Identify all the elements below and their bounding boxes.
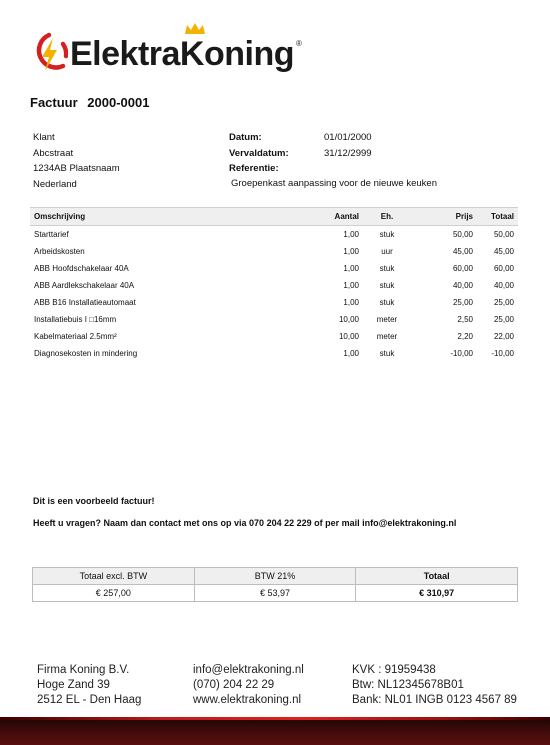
invoice-label: Factuur (30, 95, 78, 110)
col-price: Prijs (411, 208, 477, 226)
item-unit: stuk (379, 349, 395, 358)
due-date-label: Vervaldatum: (229, 147, 289, 159)
table-row (30, 345, 518, 362)
item-description: ABB Hoofdschakelaar 40A (34, 264, 129, 273)
footer-registration (352, 663, 517, 708)
item-total: 45,00 (493, 247, 514, 256)
item-unit: stuk (379, 281, 395, 290)
col-quantity: Aantal (303, 208, 363, 226)
item-price: 2,20 (457, 332, 473, 341)
footer-line: Hoge Zand 39 (37, 679, 110, 691)
item-unit: uur (381, 247, 393, 256)
item-total: 50,00 (493, 230, 514, 239)
footer-website[interactable]: www.elektrakoning.nl (193, 694, 302, 706)
item-unit: stuk (379, 298, 395, 307)
grand-total-label: Totaal (356, 568, 518, 585)
item-unit: meter (376, 332, 398, 341)
table-header-row (30, 208, 518, 226)
grand-total-value: € 310,97 (356, 585, 518, 602)
item-unit: stuk (379, 264, 395, 273)
item-total: 60,00 (493, 264, 514, 273)
item-unit: meter (376, 315, 398, 324)
client-address (33, 130, 120, 192)
footer-line: Bank: NL01 INGB 0123 4567 89 (352, 694, 517, 706)
item-unit: stuk (379, 230, 395, 239)
item-price: 45,00 (452, 247, 473, 256)
item-description: Arbeidskosten (34, 247, 85, 256)
contact-note: Heeft u vragen? Naam dan contact met ons op via 070 204 22 229 of per mail info@elektrakoning.nl (33, 518, 457, 528)
item-price: 25,00 (452, 298, 473, 307)
footer-email[interactable]: info@elektrakoning.nl (193, 664, 304, 676)
lightning-bolt-icon (30, 30, 68, 78)
client-line: Klant (33, 132, 55, 143)
client-line: 1234AB Plaatsnaam (33, 163, 120, 174)
item-total: 25,00 (493, 315, 514, 324)
item-description: ABB B16 Installatieautomaat (34, 298, 136, 307)
item-total: 40,00 (493, 281, 514, 290)
company-logo (30, 30, 301, 78)
table-row (30, 328, 518, 345)
table-row (30, 294, 518, 311)
footer-line: Btw: NL12345678B01 (352, 679, 464, 691)
table-row (30, 243, 518, 260)
reference-label: Referentie: (229, 163, 279, 174)
item-total: -10,00 (491, 349, 514, 358)
item-quantity: 1,00 (343, 230, 359, 239)
reference-value: Groepenkast aanpassing voor de nieuwe keuken (231, 178, 437, 189)
item-price: 40,00 (452, 281, 473, 290)
invoice-meta (229, 130, 372, 177)
col-unit: Eh. (363, 208, 411, 226)
item-total: 25,00 (493, 298, 514, 307)
crown-icon (184, 23, 206, 35)
footer-line: KVK : 91959438 (352, 664, 436, 676)
item-quantity: 1,00 (343, 298, 359, 307)
client-line: Nederland (33, 178, 77, 190)
footer-line: 2512 EL - Den Haag (37, 694, 142, 706)
invoice-number: 2000-0001 (87, 95, 150, 110)
subtotal-value: € 257,00 (33, 585, 195, 602)
invoice-title (30, 95, 155, 110)
item-price: 60,00 (452, 264, 473, 273)
table-row (30, 311, 518, 328)
table-row (30, 277, 518, 294)
item-description: Installatiebuis I □16mm (34, 315, 117, 324)
item-description: Diagnosekosten in mindering (34, 349, 138, 358)
item-total: 22,00 (493, 332, 514, 341)
footer-contact (193, 663, 304, 708)
item-quantity: 1,00 (343, 247, 359, 256)
footer-decor-bar (0, 717, 550, 745)
footer-company (37, 663, 141, 708)
footer-phone: (070) 204 22 29 (193, 679, 275, 691)
item-quantity: 1,00 (343, 264, 359, 273)
footer-line: Firma Koning B.V. (37, 664, 130, 676)
table-row (30, 260, 518, 277)
col-description: Omschrijving (30, 208, 303, 226)
item-quantity: 1,00 (343, 281, 359, 290)
client-line: Abcstraat (33, 147, 74, 159)
vat-label: BTW 21% (194, 568, 356, 585)
totals-table (32, 567, 518, 602)
subtotal-label: Totaal excl. BTW (33, 568, 195, 585)
date-value: 01/01/2000 (324, 132, 372, 143)
col-total: Totaal (477, 208, 518, 226)
item-price: -10,00 (450, 349, 473, 358)
item-description: ABB Aardlekschakelaar 40A (34, 281, 135, 290)
company-wordmark: Elektra Koning ® (70, 35, 301, 74)
item-price: 50,00 (452, 230, 473, 239)
item-price: 2,50 (457, 315, 473, 324)
item-description: Kabelmateriaal 2.5mm² (34, 332, 117, 341)
line-items-table (30, 207, 518, 362)
item-quantity: 10,00 (338, 332, 359, 341)
due-date-value: 31/12/2999 (324, 147, 372, 159)
item-quantity: 10,00 (338, 315, 359, 324)
vat-value: € 53,97 (194, 585, 356, 602)
date-label: Datum: (229, 132, 262, 143)
table-row (30, 226, 518, 244)
item-description: Starttarief (34, 230, 69, 239)
example-note: Dit is een voorbeeld factuur! (33, 496, 155, 506)
item-quantity: 1,00 (343, 349, 359, 358)
